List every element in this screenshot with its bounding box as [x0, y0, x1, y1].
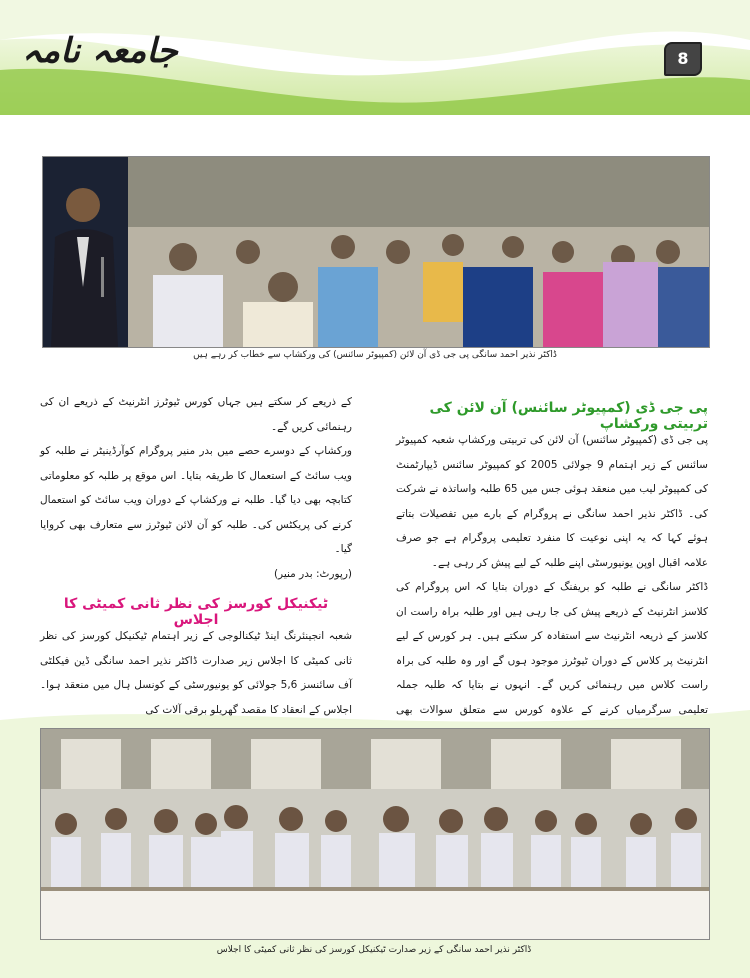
report-credit-row: [40, 562, 352, 587]
top-photo-caption: ڈاکٹر نذیر احمد سانگی پی جی ڈی آن لائن (کمپیوٹر سائنس) کی ورکشاپ سے خطاب کر رہے ہیں: [193, 350, 557, 360]
header-band: [0, 0, 750, 115]
article-body-committee: شعبہ انجینئرنگ اینڈ ٹیکنالوجی کے زیر اہتمام ٹیکنیکل کورسز کی نظر ثانی کمیٹی کا اجلاس زیر صدارت ڈاکٹر نذیر احمد سانگی ڈین فیکلٹی آف سائنسز 5,6 جولائی کو یونیورسٹی کے کونسل ہال میں منعقد ہوا۔ اجلاس کے انعقاد کا مقصد گھریلو برقی آلات کی: [40, 630, 352, 716]
paragraph: کے ذریعے کر سکتے ہیں جہاں کورس ٹیوٹرز انٹرنیٹ کے ذریعے ان کی رہنمائی کریں گے۔: [40, 396, 352, 433]
seminar-audience-icon: [43, 157, 709, 347]
bottom-photo-caption: ڈاکٹر نذیر احمد سانگی کے زیر صدارت ٹیکنیکل کورسز کی نظر ثانی کمیٹی کا اجلاس: [216, 945, 532, 955]
article-heading-committee: ٹیکنیکل کورسز کی نظر ثانی کمیٹی کا اجلاس: [63, 596, 329, 628]
paragraph: پی جی ڈی (کمپیوٹر سائنس) آن لائن کی تربیتی ورکشاپ شعبہ کمپیوٹر سائنس کے زیر اہتمام 9 جولائی 2005 کو کمپیوٹر سائنس ڈیپارٹمنٹ کی کمپیوٹر لیب میں منعقد ہوئی جس میں 65 طلبہ واساتذہ نے شرکت کی۔ ڈاکٹر نذیر احمد سانگی نے پروگرام کے بارے میں تفصیلات بتاتے ہوئے کہا کہ یہ اپنی نوعیت کا منفرد تعلیمی پروگرام ہے جو صرف علامہ اقبال اوپن یونیورسٹی اپنے طلبہ کے لیے پیش کر رہی ہے۔: [396, 434, 708, 569]
page-number-badge: 8: [664, 42, 702, 76]
report-credit: (رپورٹ: بدر منیر): [273, 567, 352, 580]
committee-meeting-photo: [40, 728, 710, 940]
paragraph: ورکشاپ کے دوسرے حصے میں بدر منیر پروگرام کوآرڈینیٹر نے طلبہ کو ویب سائٹ کے استعمال کا طریقہ بتایا۔ اس موقع پر طلبہ کو معلوماتی کتابچہ بھی دیا گیا۔ طلبہ نے ورکشاپ کے دوران ویب سائٹ کو استعمال کرنے کی پریکٹس کی۔ طلبہ کو آن لائن ٹیوٹرز سے متعارف بھی کروایا گیا۔: [40, 445, 352, 555]
seminar-audience-photo: [42, 156, 710, 348]
paragraph: ڈاکٹر سانگی نے طلبہ کو بریفنگ کے دوران بتایا کہ اس پروگرام کی کلاسز انٹرنیٹ کے ذریعے پیش کی جا رہی ہیں اور طلبہ براہ راست ان کلاسز کے ذریعہ انٹرنیٹ سے استفادہ کر سکتے ہیں۔ ہر کورس کے لیے انٹرنیٹ پر کلاس کے دوران ٹیوٹرز موجود ہوں گے اور وہ طلبہ کی براہ راست کلاس میں رہنمائی کریں گے۔ انہوں نے بتایا کہ طلبہ جملہ تعلیمی سرگرمیاں کرنے کے علاوہ کورس سے متعلق سوالات بھی: [396, 581, 708, 716]
masthead-title: جامعہ نامہ: [22, 31, 178, 71]
committee-meeting-icon: [41, 729, 709, 939]
article-body-workshop: [396, 428, 708, 747]
article-continuation: [40, 390, 352, 586]
article-heading-workshop: پی جی ڈی (کمپیوٹر سائنس) آن لائن کی تربیتی ورکشاپ: [429, 400, 708, 432]
